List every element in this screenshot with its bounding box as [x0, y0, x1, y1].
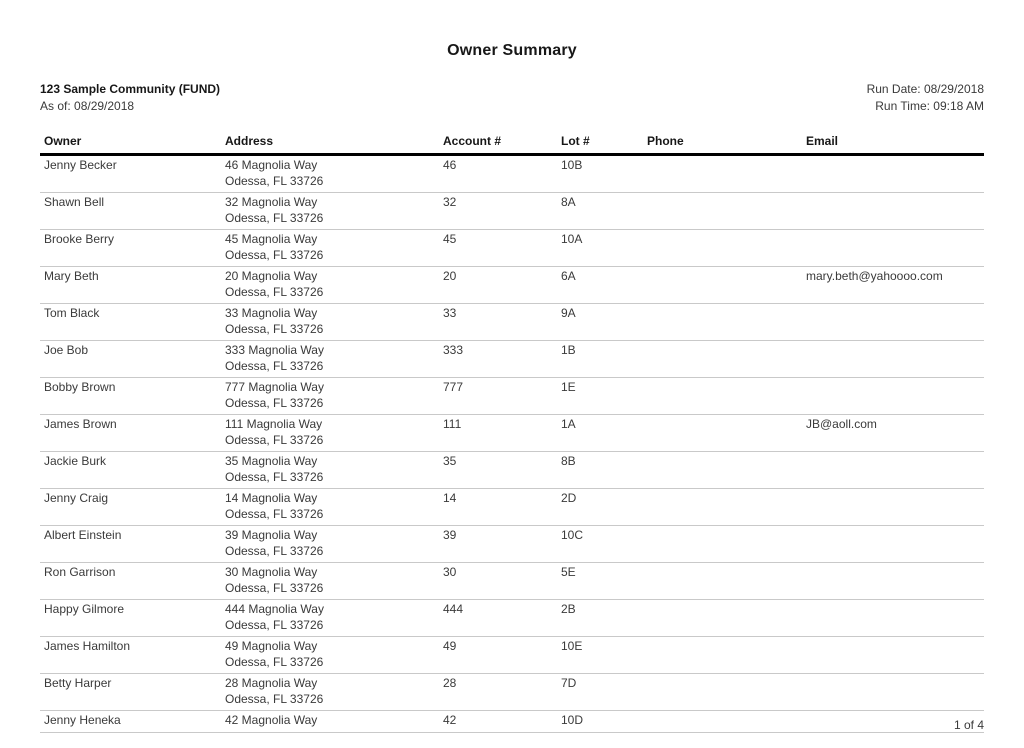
address-line: 42 Magnolia Way [225, 713, 318, 727]
cell-owner: Joe Bob [40, 341, 221, 378]
table-row [40, 600, 984, 637]
cell-account: 45 [439, 230, 557, 267]
address-line: 49 Magnolia Way [225, 639, 318, 653]
address-line: 39 Magnolia Way [225, 528, 318, 542]
cell-address [221, 415, 439, 452]
cell-owner: James Hamilton [40, 637, 221, 674]
cell-address [221, 230, 439, 267]
cell-owner: Jenny Heneka [40, 711, 221, 733]
column-header-account: Account # [439, 132, 557, 155]
cell-account: 33 [439, 304, 557, 341]
cell-address [221, 452, 439, 489]
cell-address [221, 155, 439, 193]
cell-email [802, 489, 984, 526]
table-row [40, 674, 984, 711]
cell-account: 20 [439, 267, 557, 304]
cell-phone [643, 526, 802, 563]
cell-email [802, 674, 984, 711]
report-meta [40, 81, 984, 115]
address-line: Odessa, FL 33726 [225, 358, 324, 373]
cell-owner: Shawn Bell [40, 193, 221, 230]
cell-account: 49 [439, 637, 557, 674]
cell-account: 28 [439, 674, 557, 711]
cell-owner: Happy Gilmore [40, 600, 221, 637]
address-line: 28 Magnolia Way [225, 676, 318, 690]
community-name: 123 Sample Community (FUND) [40, 82, 221, 96]
cell-address [221, 193, 439, 230]
address-line: 33 Magnolia Way [225, 306, 318, 320]
cell-owner: Mary Beth [40, 267, 221, 304]
table-row [40, 341, 984, 378]
meta-left [40, 81, 220, 115]
cell-phone [643, 230, 802, 267]
cell-email: JB@aoll.com [802, 415, 984, 452]
table-row [40, 155, 984, 193]
cell-email [802, 155, 984, 193]
cell-owner: Jenny Craig [40, 489, 221, 526]
cell-address [221, 711, 439, 733]
cell-account: 39 [439, 526, 557, 563]
address-line: 45 Magnolia Way [225, 232, 318, 246]
cell-address [221, 600, 439, 637]
owner-table [40, 132, 984, 733]
meta-right [867, 81, 984, 115]
cell-lot: 10B [557, 155, 643, 193]
cell-account: 444 [439, 600, 557, 637]
cell-phone [643, 155, 802, 193]
cell-owner: Betty Harper [40, 674, 221, 711]
address-line: Odessa, FL 33726 [225, 432, 324, 447]
cell-owner: Albert Einstein [40, 526, 221, 563]
address-line: Odessa, FL 33726 [225, 321, 324, 336]
address-line: Odessa, FL 33726 [225, 247, 324, 262]
cell-lot: 1E [557, 378, 643, 415]
address-line: Odessa, FL 33726 [225, 580, 324, 595]
cell-lot: 10D [557, 711, 643, 733]
address-line: Odessa, FL 33726 [225, 284, 324, 299]
cell-address [221, 563, 439, 600]
cell-lot: 8B [557, 452, 643, 489]
cell-lot: 5E [557, 563, 643, 600]
column-header-address: Address [221, 132, 439, 155]
address-line: 46 Magnolia Way [225, 158, 318, 172]
cell-phone [643, 489, 802, 526]
cell-account: 32 [439, 193, 557, 230]
cell-account: 777 [439, 378, 557, 415]
cell-account: 111 [439, 415, 557, 452]
cell-address [221, 378, 439, 415]
cell-address [221, 267, 439, 304]
cell-email [802, 193, 984, 230]
column-header-email: Email [802, 132, 984, 155]
cell-phone [643, 341, 802, 378]
cell-email [802, 378, 984, 415]
cell-lot: 9A [557, 304, 643, 341]
cell-lot: 1A [557, 415, 643, 452]
cell-email [802, 600, 984, 637]
address-line: 30 Magnolia Way [225, 565, 318, 579]
cell-address [221, 489, 439, 526]
address-line: 14 Magnolia Way [225, 491, 318, 505]
cell-owner: Brooke Berry [40, 230, 221, 267]
column-header-owner: Owner [40, 132, 221, 155]
address-line: 111 Magnolia Way [225, 417, 323, 431]
table-row [40, 230, 984, 267]
cell-phone [643, 304, 802, 341]
run-time: Run Time: 09:18 AM [875, 99, 984, 113]
address-line: 35 Magnolia Way [225, 454, 318, 468]
cell-account: 30 [439, 563, 557, 600]
cell-email [802, 230, 984, 267]
cell-lot: 10A [557, 230, 643, 267]
cell-phone [643, 193, 802, 230]
address-line: Odessa, FL 33726 [225, 691, 324, 706]
cell-email [802, 563, 984, 600]
report-title: Owner Summary [447, 42, 577, 59]
cell-email [802, 452, 984, 489]
cell-lot: 2B [557, 600, 643, 637]
cell-lot: 10C [557, 526, 643, 563]
cell-phone [643, 674, 802, 711]
table-row [40, 193, 984, 230]
cell-email [802, 304, 984, 341]
cell-owner: Jenny Becker [40, 155, 221, 193]
cell-email [802, 526, 984, 563]
table-row [40, 452, 984, 489]
cell-address [221, 637, 439, 674]
cell-email [802, 341, 984, 378]
address-line: 20 Magnolia Way [225, 269, 318, 283]
cell-phone [643, 563, 802, 600]
cell-account: 14 [439, 489, 557, 526]
cell-phone [643, 415, 802, 452]
address-line: Odessa, FL 33726 [225, 210, 324, 225]
table-row [40, 304, 984, 341]
cell-owner: Ron Garrison [40, 563, 221, 600]
cell-lot: 1B [557, 341, 643, 378]
address-line: 777 Magnolia Way [225, 380, 324, 394]
cell-owner: James Brown [40, 415, 221, 452]
cell-account: 35 [439, 452, 557, 489]
cell-address [221, 341, 439, 378]
table-row [40, 563, 984, 600]
page-number: 1 of 4 [953, 718, 984, 732]
cell-lot: 2D [557, 489, 643, 526]
cell-phone [643, 378, 802, 415]
table-row [40, 637, 984, 674]
cell-address [221, 526, 439, 563]
cell-account: 333 [439, 341, 557, 378]
cell-phone [643, 711, 802, 733]
cell-phone [643, 600, 802, 637]
address-line: 32 Magnolia Way [225, 195, 318, 209]
cell-owner: Jackie Burk [40, 452, 221, 489]
address-line: Odessa, FL 33726 [225, 506, 324, 521]
column-header-phone: Phone [643, 132, 802, 155]
cell-phone [643, 452, 802, 489]
cell-owner: Bobby Brown [40, 378, 221, 415]
cell-account: 46 [439, 155, 557, 193]
table-row [40, 267, 984, 304]
cell-lot: 8A [557, 193, 643, 230]
cell-email [802, 637, 984, 674]
cell-address [221, 674, 439, 711]
cell-account: 42 [439, 711, 557, 733]
column-header-lot: Lot # [557, 132, 643, 155]
cell-owner: Tom Black [40, 304, 221, 341]
cell-lot: 10E [557, 637, 643, 674]
table-row [40, 489, 984, 526]
table-row [40, 415, 984, 452]
cell-lot: 7D [557, 674, 643, 711]
table-row [40, 711, 984, 733]
address-line: Odessa, FL 33726 [225, 173, 324, 188]
address-line: Odessa, FL 33726 [225, 469, 324, 484]
as-of-date: As of: 08/29/2018 [40, 99, 135, 113]
run-date: Run Date: 08/29/2018 [866, 82, 984, 96]
table-header-row [40, 132, 984, 155]
address-line: Odessa, FL 33726 [225, 654, 324, 669]
table-row [40, 526, 984, 563]
cell-phone [643, 267, 802, 304]
table-row [40, 378, 984, 415]
address-line: 333 Magnolia Way [225, 343, 324, 357]
address-line: Odessa, FL 33726 [225, 617, 324, 632]
address-line: Odessa, FL 33726 [225, 543, 324, 558]
cell-address [221, 304, 439, 341]
cell-email: mary.beth@yahoooo.com [802, 267, 984, 304]
address-line: 444 Magnolia Way [225, 602, 324, 616]
address-line: Odessa, FL 33726 [225, 395, 324, 410]
cell-phone [643, 637, 802, 674]
cell-lot: 6A [557, 267, 643, 304]
